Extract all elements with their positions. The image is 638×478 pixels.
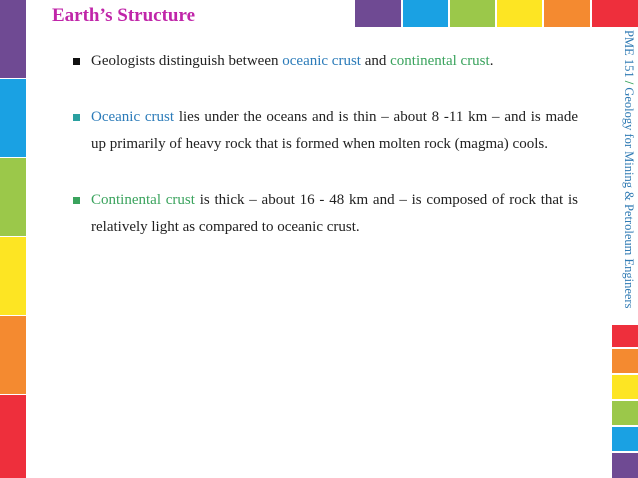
left-strip-green [0,158,26,236]
right-strip-green [612,401,638,425]
term-oceanic-crust: oceanic crust [282,53,361,69]
top-strip-blue [403,0,448,27]
bullet-text: lies under the oceans and is thin – about 8 -11 km – and is made up primarily of heavy rock that is formed when molten rock (magma) cools. [91,109,578,152]
bullet-text: . [489,53,494,69]
course-subject: Geology for Mining & Petroleum Engineers [622,87,636,309]
right-strip-orange [612,349,638,373]
top-color-strip [355,0,638,27]
left-strip-blue [0,79,26,157]
right-strip-red [612,325,638,347]
slide-title: Earth’s Structure [52,5,196,26]
bullet-item [73,48,578,75]
right-strip-yellow [612,375,638,399]
term-oceanic-crust: Oceanic crust [91,109,175,125]
square-bullet-icon [73,197,80,204]
term-continental-crust: Continental crust [91,192,195,208]
top-strip-orange [544,0,590,27]
term-continental-crust: continental crust [390,53,490,69]
top-strip-purple [355,0,401,27]
top-strip-red [592,0,638,27]
bullet-text: and [360,53,391,69]
top-strip-green [450,0,495,27]
left-color-strip [0,0,26,478]
right-color-strip [612,325,638,478]
square-bullet-icon [73,58,80,65]
bullet-item [73,187,578,241]
course-code: PME 151 [622,30,636,78]
bullet-text: Geologists distinguish between [91,53,283,69]
right-strip-purple [612,453,638,478]
course-separator: / [622,80,636,85]
slide-body [73,48,578,270]
bullet-text: is thick – about 16 - 48 km and – is composed of rock that is relatively light as compared to oceanic crust. [91,192,578,235]
left-strip-yellow [0,237,26,315]
top-strip-yellow [497,0,542,27]
left-strip-orange [0,316,26,394]
left-strip-purple [0,0,26,78]
bullet-item [73,104,578,158]
left-strip-red [0,395,26,478]
right-strip-blue [612,427,638,451]
course-side-label [614,30,636,320]
square-bullet-icon [73,114,80,121]
